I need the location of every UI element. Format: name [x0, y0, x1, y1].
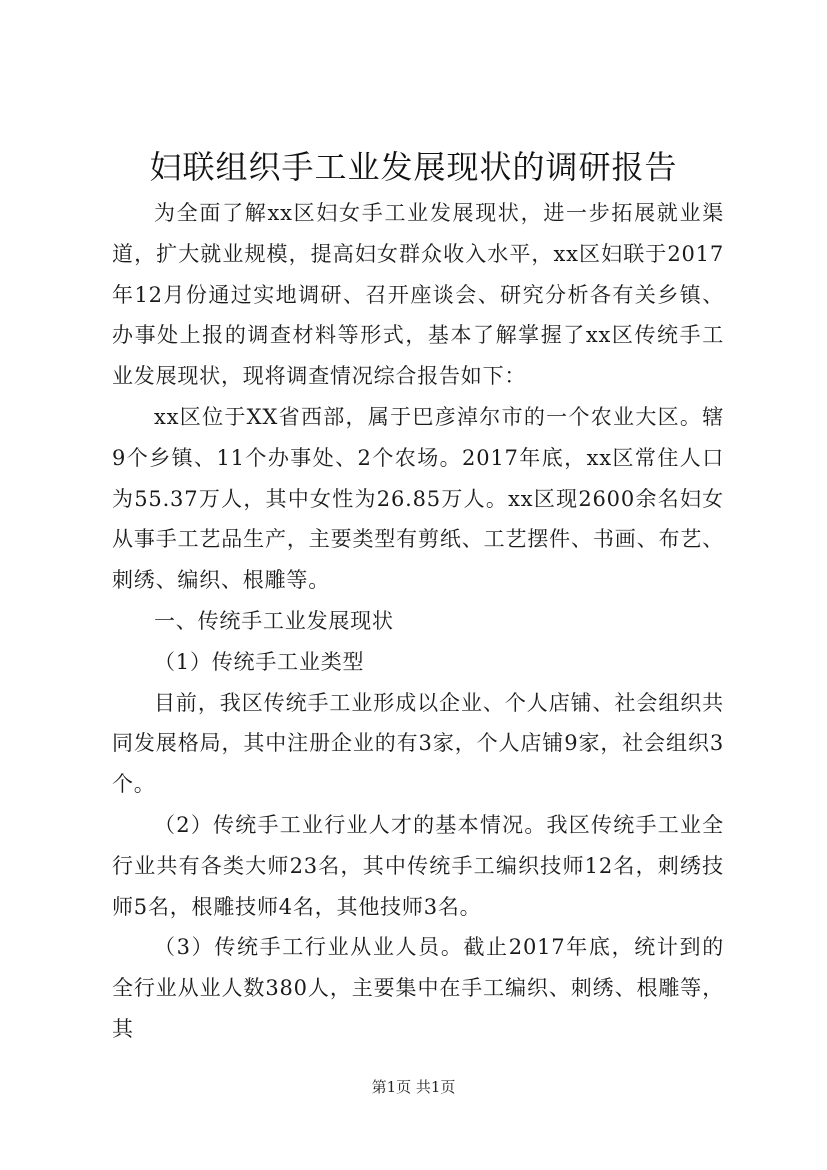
paragraph-workers: （3）传统手工行业从业人员。截止2017年底，统计到的全行业从业人数380人，主要集中在手工编织、刺绣、根雕等，其 [112, 935, 724, 1041]
paragraph-intro: 为全面了解xx区妇女手工业发展现状，进一步拓展就业渠道，扩大就业规模，提高妇女群众收入水平，xx区妇联于2017年12月份通过实地调研、召开座谈会、研究分析各有关乡镇、办事处上报的调查材料等形式，基本了解掌握了xx区传统手工业发展现状，现将调查情况综合报告如下： [112, 201, 724, 389]
section-heading-1: 一、传统手工业发展现状 [154, 608, 394, 633]
paragraph-talent: （2）传统手工业行业人才的基本情况。我区传统手工业全行业共有各类大师23名，其中传统手工编织技师12名，刺绣技师5名，根雕技师4名，其他技师3名。 [112, 812, 724, 919]
page-footer: 第1页 共1页 [371, 1078, 456, 1096]
document-title: 妇联组织手工业发展现状的调研报告 [149, 148, 678, 186]
subsection-heading-1: （1）传统手工业类型 [154, 649, 365, 674]
paragraph-overview: xx区位于XX省西部，属于巴彦淖尔市的一个农业大区。辖9个乡镇、11个办事处、2个农场。2017年底，xx区常住人口为55.37万人，其中女性为26.85万人。xx区现2600余名妇女从事手工艺品生产，主要类型有剪纸、工艺摆件、书画、布艺、刺绣、编织、根雕等。 [112, 404, 724, 593]
document-body [112, 193, 724, 1050]
paragraph-types: 目前，我区传统手工业形成以企业、个人店铺、社会组织共同发展格局，其中注册企业的有3家，个人店铺9家，社会组织3个。 [112, 690, 724, 797]
